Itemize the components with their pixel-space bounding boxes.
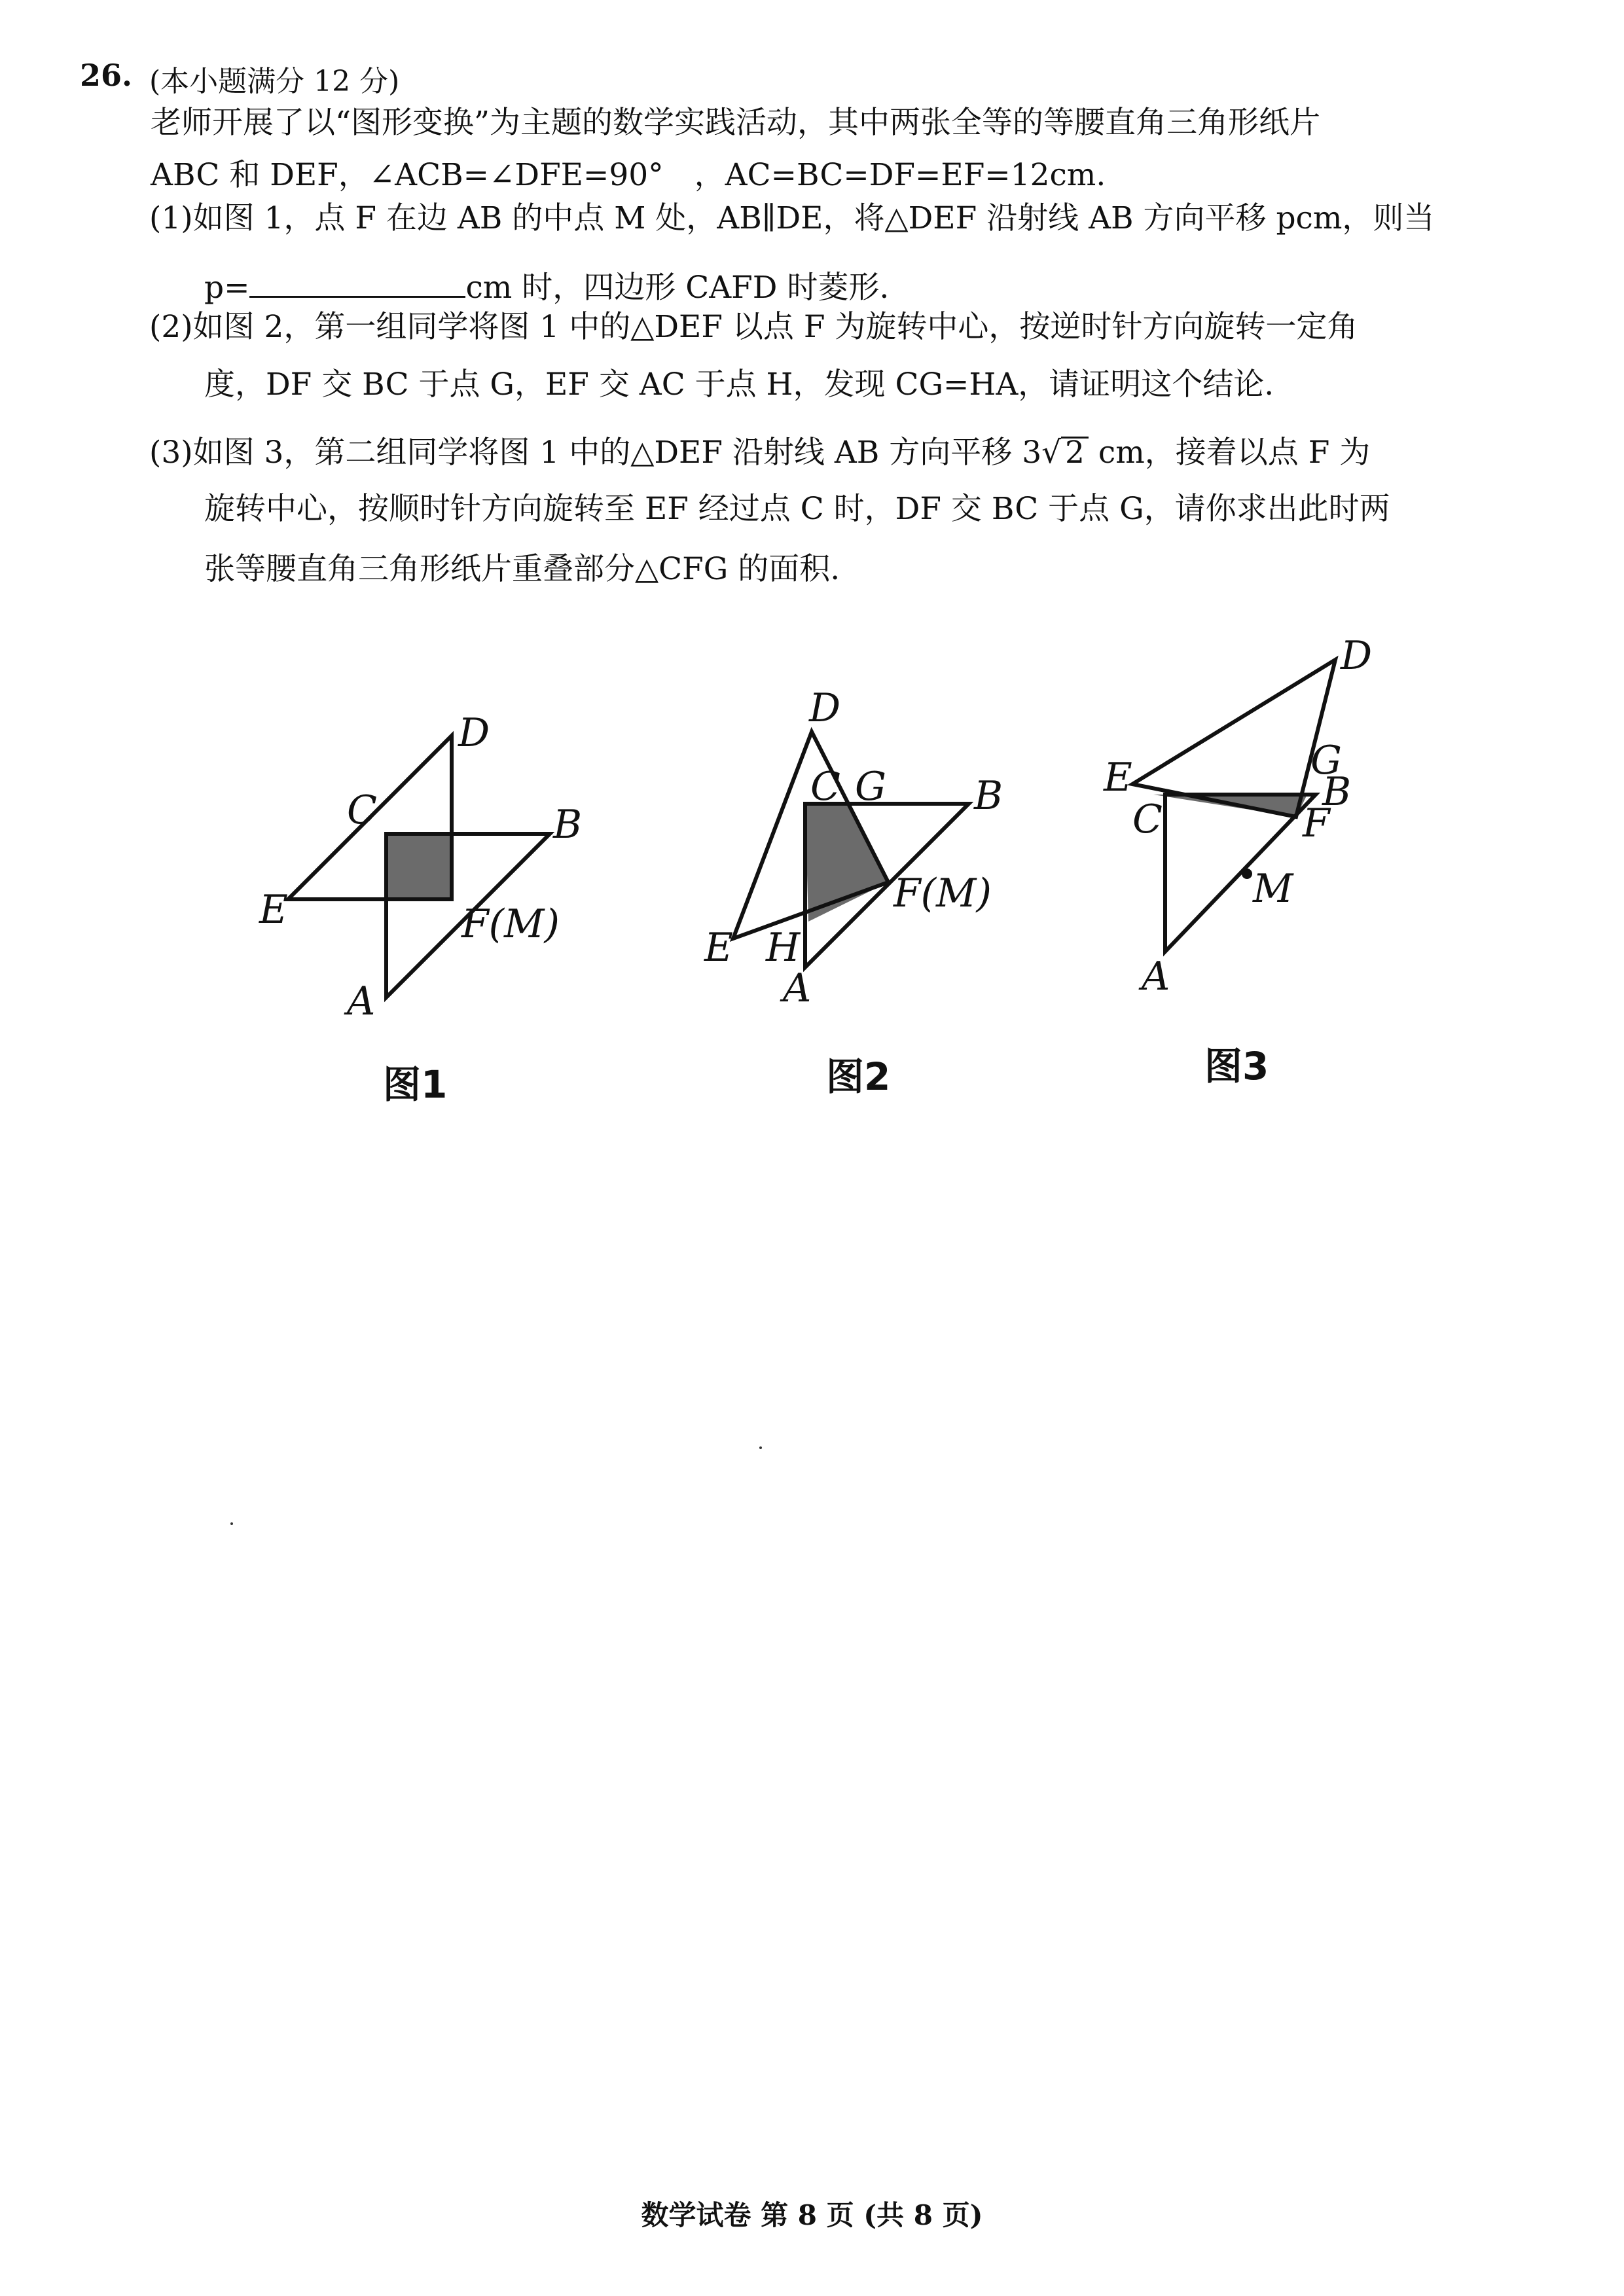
fig1-label-c: C [347,787,377,833]
fig3-caption: 图3 [1204,1044,1269,1088]
figure-2 [694,681,1060,1021]
fig1-overlap-square [386,834,452,899]
score-note: (本小题满分 12 分) [149,65,400,98]
fig3-label-g: G [1310,738,1342,783]
page-footer: 数学试卷 第 8 页 (共 8 页) [641,2199,983,2231]
fig2-label-a: A [783,965,812,1011]
intro-line-1: 老师开展了以“图形变换”为主题的数学实践活动，其中两张全等的等腰直角三角形纸片 [151,105,1321,141]
fig3-label-f: F [1303,800,1330,846]
fig3-point-m [1242,869,1252,879]
fig1-label-e: E [259,887,288,933]
fig2-caption: 图2 [826,1054,891,1099]
fig3-label-m: M [1253,866,1293,912]
part1-tail: cm 时，四边形 CAFD 时菱形. [465,270,890,306]
fig2-label-b: B [974,773,1003,819]
part1-p-label: p= [204,270,250,306]
fig3-label-e: E [1104,755,1132,800]
question-number: 26. [80,58,133,93]
fig2-label-g: G [855,764,886,810]
scan-speck [230,1522,233,1525]
fig3-label-c: C [1132,797,1163,842]
fig3-label-a: A [1142,954,1170,999]
part1-line-1: (1)如图 1，点 F 在边 AB 的中点 M 处，AB∥DE，将△DEF 沿射线 AB 方向平移 pcm，则当 [149,200,1435,236]
fig1-label-a: A [347,978,376,1024]
fig2-label-c: C [810,764,840,810]
intro-line-2: ABC 和 DEF，∠ACB=∠DFE=90° ，AC=BC=DF=EF=12cm. [151,157,1106,193]
sqrt-symbol: √ [1041,435,1062,471]
fig1-label-d: D [458,710,490,756]
fig1-caption: 图1 [383,1062,448,1107]
part3-text-a: (3)如图 3，第二组同学将图 1 中的△DEF 沿射线 AB 方向平移 3 [149,435,1042,471]
figure-3 [1100,628,1440,1008]
part3-line-3: 张等腰直角三角形纸片重叠部分△CFG 的面积. [204,551,840,587]
part3-text-b: cm，接着以点 F 为 [1088,435,1371,471]
answer-blank[interactable] [249,267,465,298]
fig2-label-d: D [809,685,841,731]
fig2-label-e: E [704,925,733,971]
part1-line-2 [204,267,889,308]
part2-line-2: 度，DF 交 BC 于点 G，EF 交 AC 于点 H，发现 CG=HA，请证明这个结论. [204,367,1274,403]
scan-speck [759,1446,762,1449]
figure-1 [249,707,615,1047]
part3-line-1 [149,433,1370,473]
fig2-label-f: F(M) [893,870,992,916]
fig2-label-h: H [766,925,801,971]
fig2-overlap-quad [805,804,888,922]
fig1-label-f: F(M) [461,901,560,947]
sqrt-radicand: 2 [1061,437,1089,467]
fig1-label-b: B [553,802,583,848]
fig3-label-d: D [1341,633,1373,679]
part3-line-2: 旋转中心，按顺时针方向旋转至 EF 经过点 C 时，DF 交 BC 于点 G，请你求出此时两 [204,491,1390,527]
part2-line-1: (2)如图 2，第一组同学将图 1 中的△DEF 以点 F 为旋转中心，按逆时针方向旋转一定角 [149,309,1358,345]
fig3-label-b: B [1322,769,1352,815]
